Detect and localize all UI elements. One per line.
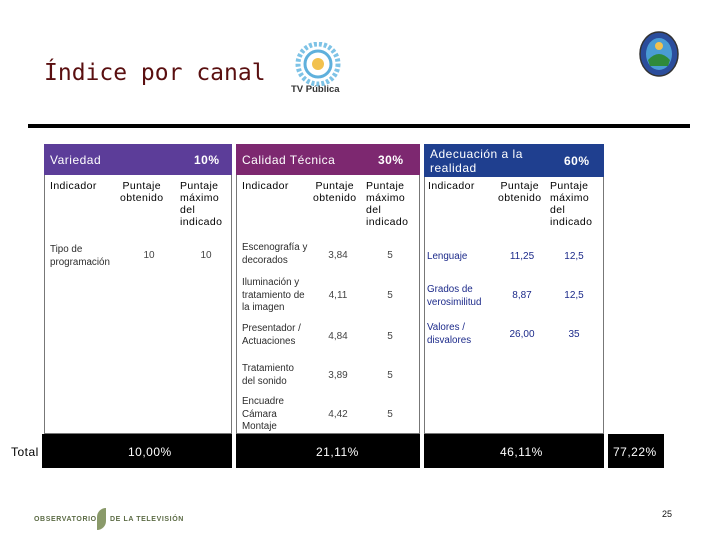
indicator-cell: Tipo de programación — [50, 244, 110, 268]
col-score-label: Puntaje obtenido — [313, 180, 357, 204]
col-score-label: Puntaje obtenido — [498, 180, 542, 204]
max-value: 5 — [387, 370, 393, 381]
max-value: 35 — [568, 329, 580, 340]
total-bar-adecuacion — [424, 434, 604, 468]
panel-calidad-header — [236, 144, 420, 175]
total-variedad: 10,00% — [128, 445, 172, 459]
score-value: 3,84 — [328, 250, 348, 261]
indicator-cell: Escenografía y decorados — [242, 242, 308, 266]
channel-logo-text: TV Pública — [291, 84, 340, 95]
max-value: 12,5 — [564, 290, 584, 301]
panel-adecuacion-name: Adecuación a la realidad — [430, 147, 523, 175]
score-value: 4,42 — [328, 409, 348, 420]
score-value: 8,87 — [512, 290, 532, 301]
col-indicator-label: Indicador — [242, 180, 289, 192]
page-number: 25 — [662, 509, 673, 519]
indicator-cell: Lenguaje — [427, 251, 468, 262]
max-value: 12,5 — [564, 251, 584, 262]
score-value: 4,84 — [328, 331, 348, 342]
max-value: 5 — [387, 250, 393, 261]
col-max-label: Puntaje máximo del indicado — [366, 180, 409, 228]
max-value: 5 — [387, 409, 393, 420]
indicator-cell: Presentador / Actuaciones — [242, 323, 301, 347]
slide-title: Índice por canal — [44, 60, 266, 86]
score-value: 11,25 — [509, 251, 535, 262]
col-score-label: Puntaje obtenido — [120, 180, 164, 204]
max-value: 5 — [387, 290, 393, 301]
col-indicator-label: Indicador — [50, 180, 97, 192]
total-bar-variedad — [42, 434, 232, 468]
panel-variedad-weight: 10% — [194, 153, 220, 167]
indicator-cell: Tratamiento del sonido — [242, 363, 294, 387]
score-value: 10 — [143, 250, 155, 261]
panel-variedad-name: Variedad — [50, 153, 102, 167]
total-adecuacion: 46,11% — [500, 445, 543, 459]
total-calidad: 21,11% — [316, 445, 359, 459]
indicator-cell: Valores / disvalores — [427, 322, 472, 346]
footer-de-la-television: DE LA TELEVISIÓN — [110, 516, 184, 523]
panel-calidad-name: Calidad Técnica — [242, 153, 336, 167]
max-value: 5 — [387, 331, 393, 342]
panel-adecuacion-weight: 60% — [564, 154, 590, 168]
indicator-cell: Encuadre Cámara Montaje — [242, 396, 284, 432]
panel-calidad-weight: 30% — [378, 153, 404, 167]
col-max-label: Puntaje máximo del indicado — [550, 180, 593, 228]
total-label-cell — [8, 434, 42, 468]
total-label: Total — [11, 445, 39, 459]
panel-adecuacion-header — [424, 144, 604, 177]
col-indicator-label: Indicador — [428, 180, 475, 192]
footer-observatorio: OBSERVATORIO — [34, 516, 97, 523]
col-max-label: Puntaje máximo del indicado — [180, 180, 223, 228]
total-bar-calidad — [236, 434, 420, 468]
panel-variedad-header — [44, 144, 232, 175]
indicator-cell: Grados de verosimilitud — [427, 284, 482, 308]
max-value: 10 — [200, 250, 212, 261]
leaf-logo-icon — [97, 508, 106, 530]
score-value: 26,00 — [509, 329, 535, 340]
score-value: 3,89 — [328, 370, 348, 381]
header-divider — [28, 124, 690, 128]
score-value: 4,11 — [328, 290, 348, 301]
grand-total: 77,22% — [613, 445, 657, 459]
grand-total-cell — [608, 434, 664, 468]
emblem-seal-icon — [638, 30, 680, 78]
indicator-cell: Iluminación y tratamiento de la imagen — [242, 277, 305, 313]
